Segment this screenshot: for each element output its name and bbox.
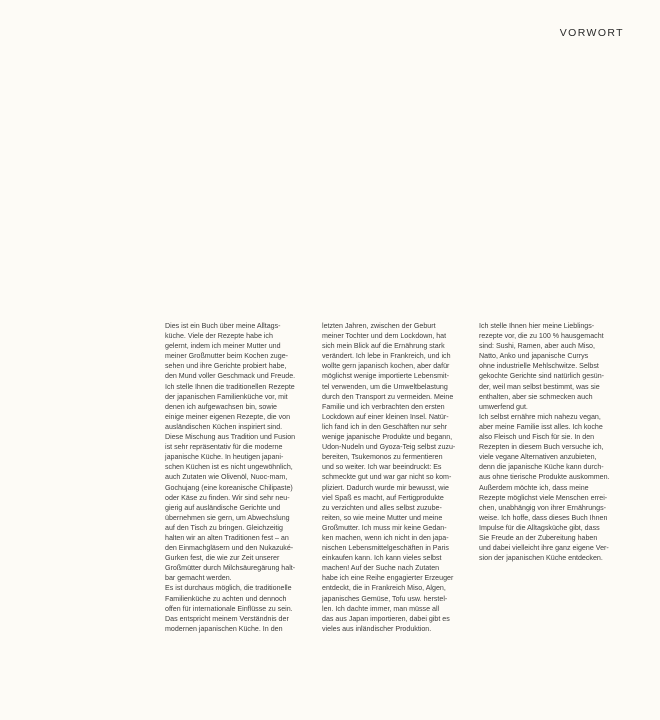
text-line: viele vegane Alternativen anzubieten, bbox=[479, 453, 597, 462]
text-line: also Fleisch und Fisch für sie. In den bbox=[479, 433, 595, 442]
text-line: sion der japanischen Küche entdecken. bbox=[479, 554, 603, 563]
text-line: habe ich eine Reihe engagierter Erzeuger bbox=[322, 574, 454, 583]
text-line: sind: Sushi, Ramen, aber auch Miso, bbox=[479, 342, 595, 351]
text-line: Es ist durchaus möglich, die traditionelle bbox=[165, 584, 292, 593]
text-line: Udon-Nudeln und Gyoza-Teig selbst zuzu- bbox=[322, 443, 456, 452]
text-column-3 bbox=[479, 321, 625, 563]
text-line: ausländischen Küchen inspiriert sind. bbox=[165, 422, 283, 431]
text-line: pliziert. Dadurch wurde mir bewusst, wie bbox=[322, 483, 449, 492]
text-line: küche. Viele der Rezepte habe ich bbox=[165, 332, 273, 341]
text-line: viel Spaß es macht, auf Fertigprodukte bbox=[322, 493, 444, 502]
text-line: japanische Küche. In heutigen japani- bbox=[165, 453, 284, 462]
page-header-title: VORWORT bbox=[559, 27, 624, 39]
text-column-2 bbox=[322, 321, 468, 634]
text-line: und dabei vielleicht ihre ganz eigene Ver- bbox=[479, 544, 609, 553]
text-line: übernehmen sie gern, um Abwechslung bbox=[165, 513, 290, 522]
text-line: offen für internationale Einflüsse zu sein. bbox=[165, 604, 293, 613]
text-line: modernen japanischen Küche. In den bbox=[165, 624, 283, 633]
text-line: nischen Lebensmittelgeschäften in Paris bbox=[322, 544, 449, 553]
text-line: len. Ich dachte immer, man müsse all bbox=[322, 604, 440, 613]
text-line: bereiten, Tsukemonos zu fermentieren bbox=[322, 453, 443, 462]
text-line: Ich stelle Ihnen hier meine Lieblings- bbox=[479, 322, 595, 330]
text-line: meiner Großmutter beim Kochen zuge- bbox=[165, 352, 289, 361]
text-line: Diese Mischung aus Tradition und Fusion bbox=[165, 433, 296, 442]
text-line: ken machen, wenn ich nicht in den japa- bbox=[322, 533, 449, 542]
text-line: Das entspricht meinem Verständnis der bbox=[165, 614, 289, 623]
text-line: lich fand ich in den Geschäften nur sehr bbox=[322, 422, 448, 431]
text-column-1 bbox=[165, 321, 311, 634]
text-line: oder Käse zu finden. Wir sind sehr neu- bbox=[165, 493, 290, 502]
text-line: auch Zutaten wie Olivenöl, Nuoc-mam, bbox=[165, 473, 288, 482]
text-line: auf den Tisch zu bringen. Gleichzeitig bbox=[165, 523, 283, 532]
text-line: sehen und ihre Gerichte probiert habe, bbox=[165, 362, 287, 371]
text-line: gelernt, indem ich meiner Mutter und bbox=[165, 342, 281, 351]
text-line: den Mund voller Geschmack und Freude. bbox=[165, 372, 296, 381]
text-line: aber meine Familie isst alles. Ich koche bbox=[479, 422, 603, 431]
text-line: sich mein Blick auf die Ernährung stark bbox=[322, 342, 445, 351]
text-line: bar gemacht werden. bbox=[165, 574, 232, 583]
text-line: rezepte vor, die zu 100 % hausgemacht bbox=[479, 332, 604, 341]
text-line: aus ohne tierische Produkte auskommen. bbox=[479, 473, 610, 482]
text-line: schen Küchen ist es nicht ungewöhnlich, bbox=[165, 463, 293, 472]
text-line: umwerfend gut. bbox=[479, 402, 528, 411]
text-line: halten wir an alten Traditionen fest – an bbox=[165, 533, 289, 542]
text-line: wollte gern japanisch kochen, aber dafür bbox=[322, 362, 450, 371]
text-line: Gurken fest, die wie zur Zeit unserer bbox=[165, 554, 280, 563]
text-line: der, weil man selbst bestimmt, was sie bbox=[479, 382, 600, 391]
text-line: wenige japanische Produkte und begann, bbox=[322, 433, 453, 442]
text-line: und so weiter. Ich war beeindruckt: Es bbox=[322, 463, 442, 472]
text-line: möglichst wenige importierte Lebensmit- bbox=[322, 372, 449, 381]
text-line: zu verzichten und alles selbst zuzube- bbox=[322, 503, 442, 512]
text-line: einige meiner eigenen Rezepte, die von bbox=[165, 412, 291, 421]
text-line: machen! Auf der Suche nach Zutaten bbox=[322, 564, 440, 573]
text-line: Rezepte möglichst viele Menschen errei- bbox=[479, 493, 608, 502]
text-line: Sie Freude an der Zubereitung haben bbox=[479, 533, 598, 542]
text-line: schmeckte gut und war gar nicht so kom- bbox=[322, 473, 452, 482]
text-line: Familie und ich verbrachten den ersten bbox=[322, 402, 445, 411]
text-line: gekochte Gerichte sind natürlich gesün- bbox=[479, 372, 604, 381]
text-line: Lockdown auf einer kleinen Insel. Natür- bbox=[322, 412, 449, 421]
text-line: Natto, Anko und japanische Currys bbox=[479, 352, 589, 361]
text-line: Großmütter durch Milchsäuregärung halt- bbox=[165, 564, 296, 573]
text-line: Ich stelle Ihnen die traditionellen Rezepte bbox=[165, 382, 295, 391]
text-line: das aus Japan importieren, dabei gibt es bbox=[322, 614, 450, 623]
text-line: denn die japanische Küche kann durch- bbox=[479, 463, 604, 472]
text-line: letzten Jahren, zwischen der Geburt bbox=[322, 322, 436, 330]
text-line: den Einmachgläsern und den Nukazuké- bbox=[165, 544, 294, 553]
text-line: einkaufen kann. Ich kann vieles selbst bbox=[322, 554, 442, 563]
text-line: japanisches Gemüse, Tofu usw. herstel- bbox=[322, 594, 448, 603]
text-line: gierig auf ausländische Gerichte und bbox=[165, 503, 281, 512]
text-line: Familienküche zu achten und dennoch bbox=[165, 594, 287, 603]
text-line: Ich selbst ernähre mich nahezu vegan, bbox=[479, 412, 601, 421]
text-line: Dies ist ein Buch über meine Alltags- bbox=[165, 322, 281, 330]
text-line: denen ich aufgewachsen bin, sowie bbox=[165, 402, 278, 411]
text-line: verändert. Ich lebe in Frankreich, und ich bbox=[322, 352, 451, 361]
text-line: weise. Ich hoffe, dass dieses Buch Ihnen bbox=[479, 513, 608, 522]
text-line: vieles aus inländischer Produktion. bbox=[322, 624, 432, 633]
text-line: ohne industrielle Mehlschwitze. Selbst bbox=[479, 362, 599, 371]
text-line: durch den Transport zu vermeiden. Meine bbox=[322, 392, 454, 401]
text-line: chen, unabhängig von ihrer Ernährungs- bbox=[479, 503, 606, 512]
text-line: Impulse für die Alltagsküche gibt, dass bbox=[479, 523, 600, 532]
text-line: enthalten, aber sie schmecken auch bbox=[479, 392, 593, 401]
text-line: tel verwenden, um die Umweltbelastung bbox=[322, 382, 448, 391]
text-line: Außerdem möchte ich, dass meine bbox=[479, 483, 589, 492]
text-line: meiner Tochter und dem Lockdown, hat bbox=[322, 332, 447, 341]
text-line: Rezepten in diesem Buch versuche ich, bbox=[479, 443, 604, 452]
text-line: Großmutter. Ich muss mir keine Gedan- bbox=[322, 523, 447, 532]
text-line: reiten, so wie meine Mutter und meine bbox=[322, 513, 443, 522]
text-line: ist sehr repräsentativ für die moderne bbox=[165, 443, 283, 452]
text-line: Gochujang (eine koreanische Chilipaste) bbox=[165, 483, 293, 492]
text-line: entdeckt, die in Frankreich Miso, Algen, bbox=[322, 584, 446, 593]
text-line: der japanischen Familienküche vor, mit bbox=[165, 392, 288, 401]
